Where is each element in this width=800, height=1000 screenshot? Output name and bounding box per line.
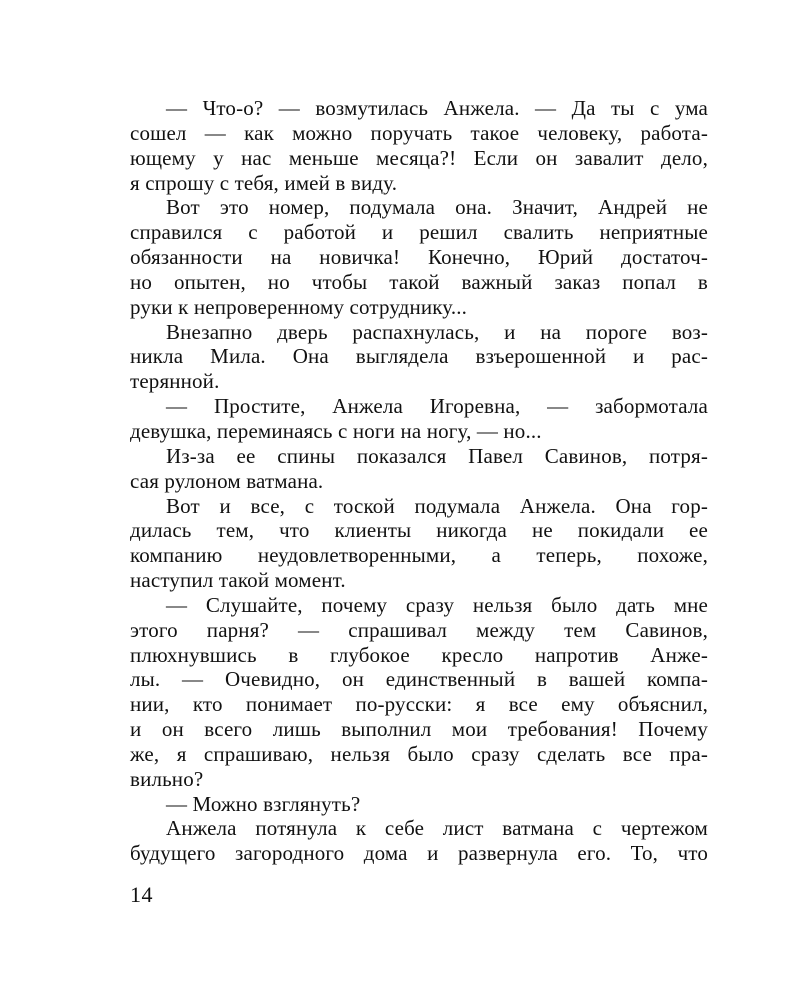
text-line: терянной. (130, 369, 220, 394)
text-line: но опытен, но чтобы такой важный заказ попал в (130, 269, 708, 294)
text-line: этого парня? — спрашивал между тем Савинов, (130, 617, 708, 642)
text-line: же, я спрашиваю, нельзя было сразу сделать все пра- (130, 741, 708, 766)
page-number: 14 (130, 882, 153, 907)
text-line: нии, кто понимает по-русски: я все ему объяснил, (130, 692, 708, 717)
text-line: плюхнувшись в глубокое кресло напротив Анже- (130, 642, 708, 667)
body-text (130, 96, 708, 866)
text-line: я спрошу с тебя, имей в виду. (130, 170, 398, 195)
text-line: Из-за ее спины показался Павел Савинов, потря- (166, 443, 708, 468)
text-line: будущего загородного дома и развернула его. То, что (130, 841, 708, 866)
text-line: Вот и все, с тоской подумала Анжела. Она гор- (166, 493, 708, 518)
text-line: Внезапно дверь распахнулась, и на пороге воз- (166, 319, 708, 344)
text-line: дилась тем, что клиенты никогда не покидали ее (130, 518, 708, 543)
text-line: сая рулоном ватмана. (130, 468, 324, 493)
text-line: никла Мила. Она выглядела взъерошенной и рас- (130, 344, 708, 369)
text-line: — Простите, Анжела Игоревна, — забормотала (166, 394, 708, 419)
text-line: вильно? (130, 766, 204, 791)
text-line: лы. — Очевидно, он единственный в вашей компа- (130, 667, 708, 692)
text-line: руки к непроверенному сотруднику... (130, 294, 468, 319)
text-line: компанию неудовлетворенными, а теперь, похоже, (130, 543, 708, 568)
text-line: ющему у нас меньше месяца?! Если он завалит дело, (130, 145, 708, 170)
text-line: — Можно взглянуть? (166, 791, 361, 816)
text-line: Анжела потянула к себе лист ватмана с чертежом (166, 816, 708, 841)
text-line: и он всего лишь выполнил мои требования! Почему (130, 717, 708, 742)
text-line: справился с работой и решил свалить неприятные (130, 220, 708, 245)
text-line: девушка, переминаясь с ноги на ногу, — но... (130, 418, 542, 443)
text-line: сошел — как можно поручать такое человеку, работа- (130, 120, 708, 145)
text-line: — Что-о? — возмутилась Анжела. — Да ты с ума (166, 96, 708, 120)
text-line: — Слушайте, почему сразу нельзя было дать мне (166, 592, 708, 617)
text-line: наступил такой момент. (130, 568, 346, 593)
text-line: обязанности на новичка! Конечно, Юрий достаточ- (130, 245, 708, 270)
text-line: Вот это номер, подумала она. Значит, Андрей не (166, 195, 708, 220)
